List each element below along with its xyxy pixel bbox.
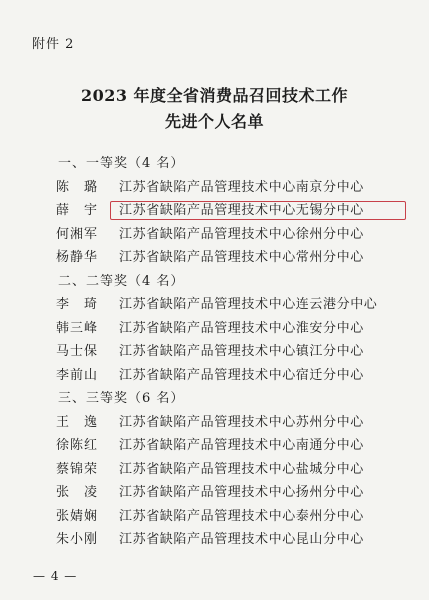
- person-name: 蔡锦荣: [56, 461, 99, 477]
- list-item: [40, 293, 400, 317]
- person-unit: 江苏省缺陷产品管理技术中心扬州分中心: [119, 485, 364, 500]
- list-item: [40, 481, 400, 505]
- person-name: 朱小刚: [56, 532, 99, 547]
- list-item: [40, 434, 400, 458]
- list-item: [40, 458, 400, 482]
- document-title-line-1: 2023 年度全省消费品召回技术工作: [80, 86, 349, 105]
- list-item: [40, 364, 400, 388]
- person-unit: 江苏省缺陷产品管理技术中心连云港分中心: [119, 297, 378, 312]
- person-name: 张 凌: [56, 485, 99, 500]
- person-unit: 江苏省缺陷产品管理技术中心盐城分中心: [119, 461, 364, 477]
- person-name: 徐陈红: [56, 438, 99, 453]
- award-section-heading: 二、二等奖（4 名）: [58, 273, 185, 289]
- person-unit: 江苏省缺陷产品管理技术中心苏州分中心: [119, 414, 364, 430]
- list-item-highlighted: [40, 199, 400, 223]
- list-item: [40, 246, 400, 270]
- list-item: [40, 223, 400, 247]
- list-item: [40, 411, 400, 435]
- person-name: 陈 璐: [56, 179, 99, 195]
- person-unit: 江苏省缺陷产品管理技术中心常州分中心: [119, 250, 364, 265]
- person-unit: 江苏省缺陷产品管理技术中心镇江分中心: [119, 344, 364, 359]
- person-name: 薛 宇: [56, 203, 99, 218]
- list-item: [40, 317, 400, 341]
- person-name: 马士保: [56, 344, 99, 359]
- list-item: [40, 528, 400, 552]
- person-unit: 江苏省缺陷产品管理技术中心南通分中心: [119, 438, 364, 453]
- person-unit: 江苏省缺陷产品管理技术中心昆山分中心: [119, 532, 364, 547]
- page-number: — 4 —: [33, 569, 78, 583]
- person-name: 李 琦: [56, 297, 99, 312]
- document-title-line-2: 先进个人名单: [164, 112, 264, 131]
- person-name: 何湘军: [56, 226, 99, 242]
- person-name: 韩三峰: [56, 320, 99, 336]
- attachment-label: 附件 2: [32, 37, 75, 52]
- award-section-heading: 一、一等奖（4 名）: [58, 156, 185, 171]
- person-unit: 江苏省缺陷产品管理技术中心徐州分中心: [119, 226, 364, 242]
- person-unit: 江苏省缺陷产品管理技术中心南京分中心: [119, 179, 364, 195]
- person-unit: 江苏省缺陷产品管理技术中心无锡分中心: [119, 203, 364, 218]
- list-item: [40, 340, 400, 364]
- person-unit: 江苏省缺陷产品管理技术中心宿迁分中心: [119, 367, 364, 383]
- person-name: 杨静华: [56, 250, 99, 265]
- list-item: [40, 176, 400, 200]
- person-name: 张婧娴: [56, 508, 99, 524]
- person-name: 王 逸: [56, 414, 99, 430]
- list-item: [40, 505, 400, 529]
- person-name: 李前山: [56, 367, 99, 383]
- person-unit: 江苏省缺陷产品管理技术中心淮安分中心: [119, 320, 364, 336]
- person-unit: 江苏省缺陷产品管理技术中心泰州分中心: [119, 508, 364, 524]
- award-section-heading: 三、三等奖（6 名）: [58, 391, 185, 406]
- award-list: [40, 152, 400, 552]
